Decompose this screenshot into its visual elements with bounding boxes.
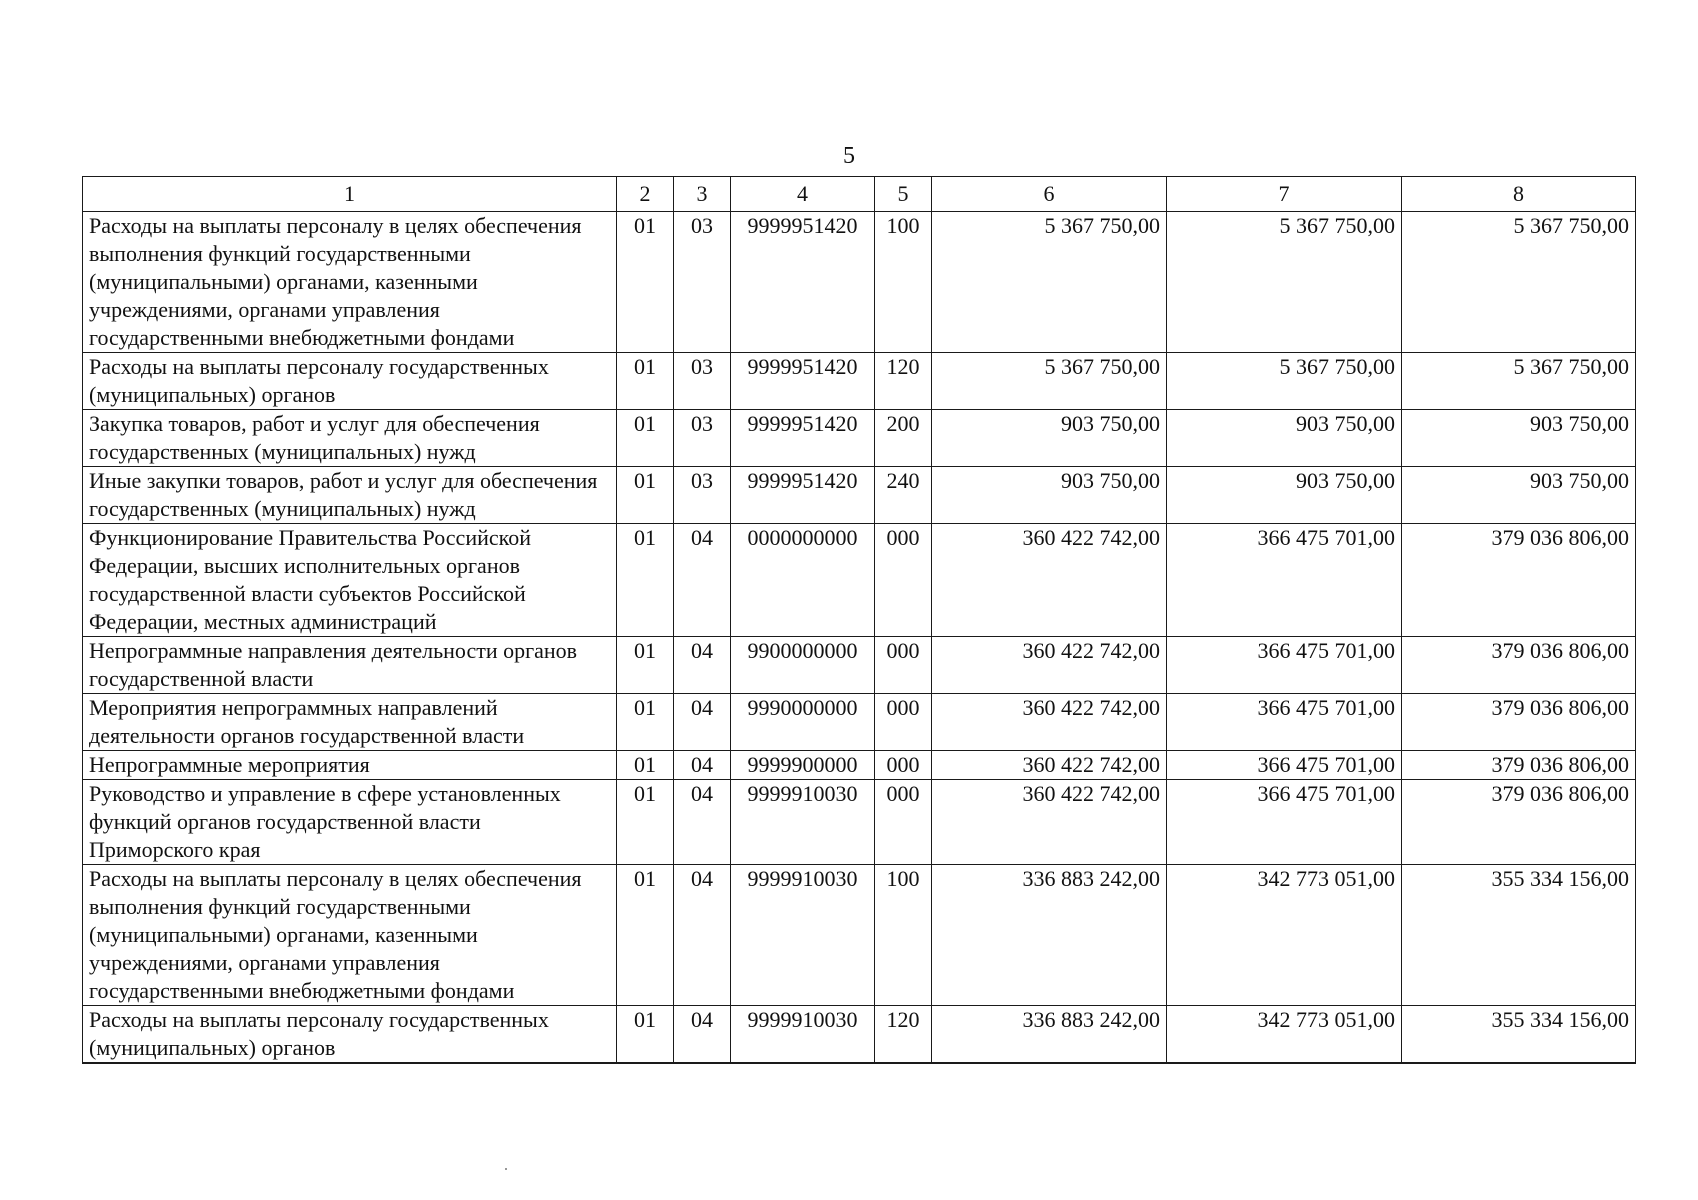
row-section: 01 xyxy=(617,467,674,524)
row-section: 01 xyxy=(617,212,674,353)
row-amount-col6: 360 422 742,00 xyxy=(932,751,1167,780)
row-subsection: 04 xyxy=(674,694,731,751)
row-target-article: 9900000000 xyxy=(731,637,875,694)
table-row xyxy=(83,751,1636,780)
table-row xyxy=(83,694,1636,751)
row-amount-col8: 379 036 806,00 xyxy=(1402,751,1636,780)
table-row xyxy=(83,865,1636,1006)
row-amount-col6: 360 422 742,00 xyxy=(932,694,1167,751)
row-name: Руководство и управление в сфере установленных функций органов государственной власти Приморского края xyxy=(83,780,617,865)
row-name: Мероприятия непрограммных направлений деятельности органов государственной власти xyxy=(83,694,617,751)
row-name: Иные закупки товаров, работ и услуг для обеспечения государственных (муниципальных) нужд xyxy=(83,467,617,524)
row-amount-col8: 5 367 750,00 xyxy=(1402,212,1636,353)
row-target-article: 9999910030 xyxy=(731,865,875,1006)
row-amount-col7: 903 750,00 xyxy=(1167,410,1402,467)
table-row xyxy=(83,353,1636,410)
row-amount-col7: 366 475 701,00 xyxy=(1167,751,1402,780)
table-row xyxy=(83,212,1636,353)
row-name: Непрограммные направления деятельности органов государственной власти xyxy=(83,637,617,694)
row-expense-type: 120 xyxy=(875,353,932,410)
row-expense-type: 120 xyxy=(875,1006,932,1064)
scan-speck xyxy=(505,1168,507,1170)
row-amount-col7: 5 367 750,00 xyxy=(1167,353,1402,410)
row-amount-col7: 903 750,00 xyxy=(1167,467,1402,524)
row-amount-col7: 5 367 750,00 xyxy=(1167,212,1402,353)
row-expense-type: 100 xyxy=(875,865,932,1006)
row-subsection: 03 xyxy=(674,467,731,524)
row-amount-col6: 5 367 750,00 xyxy=(932,212,1167,353)
column-header-4: 4 xyxy=(731,177,875,212)
row-amount-col8: 355 334 156,00 xyxy=(1402,865,1636,1006)
row-subsection: 03 xyxy=(674,353,731,410)
row-expense-type: 000 xyxy=(875,524,932,637)
row-section: 01 xyxy=(617,410,674,467)
row-subsection: 04 xyxy=(674,524,731,637)
row-target-article: 9999951420 xyxy=(731,467,875,524)
row-expense-type: 000 xyxy=(875,637,932,694)
column-header-5: 5 xyxy=(875,177,932,212)
row-target-article: 9999910030 xyxy=(731,1006,875,1064)
row-amount-col6: 360 422 742,00 xyxy=(932,524,1167,637)
page-number: 5 xyxy=(843,143,855,169)
row-amount-col7: 342 773 051,00 xyxy=(1167,865,1402,1006)
row-target-article: 9999900000 xyxy=(731,751,875,780)
table-row xyxy=(83,467,1636,524)
row-target-article: 9990000000 xyxy=(731,694,875,751)
row-amount-col6: 360 422 742,00 xyxy=(932,780,1167,865)
row-target-article: 9999951420 xyxy=(731,353,875,410)
column-header-1: 1 xyxy=(83,177,617,212)
row-subsection: 04 xyxy=(674,1006,731,1064)
row-target-article: 9999951420 xyxy=(731,212,875,353)
row-section: 01 xyxy=(617,694,674,751)
header-row xyxy=(83,177,1636,212)
row-name: Расходы на выплаты персоналу государственных (муниципальных) органов xyxy=(83,1006,617,1064)
row-section: 01 xyxy=(617,751,674,780)
row-amount-col8: 379 036 806,00 xyxy=(1402,694,1636,751)
table-row xyxy=(83,780,1636,865)
row-expense-type: 100 xyxy=(875,212,932,353)
column-header-6: 6 xyxy=(932,177,1167,212)
row-amount-col7: 366 475 701,00 xyxy=(1167,524,1402,637)
row-subsection: 03 xyxy=(674,212,731,353)
row-subsection: 04 xyxy=(674,865,731,1006)
row-expense-type: 000 xyxy=(875,780,932,865)
row-name: Непрограммные мероприятия xyxy=(83,751,617,780)
row-section: 01 xyxy=(617,353,674,410)
row-amount-col6: 5 367 750,00 xyxy=(932,353,1167,410)
row-amount-col6: 336 883 242,00 xyxy=(932,1006,1167,1064)
row-amount-col8: 379 036 806,00 xyxy=(1402,637,1636,694)
row-amount-col6: 360 422 742,00 xyxy=(932,637,1167,694)
row-subsection: 03 xyxy=(674,410,731,467)
row-expense-type: 200 xyxy=(875,410,932,467)
table-row xyxy=(83,524,1636,637)
row-subsection: 04 xyxy=(674,780,731,865)
column-header-8: 8 xyxy=(1402,177,1636,212)
row-amount-col7: 366 475 701,00 xyxy=(1167,637,1402,694)
row-amount-col8: 903 750,00 xyxy=(1402,467,1636,524)
row-subsection: 04 xyxy=(674,637,731,694)
row-expense-type: 240 xyxy=(875,467,932,524)
row-amount-col7: 366 475 701,00 xyxy=(1167,780,1402,865)
table-row xyxy=(83,410,1636,467)
row-target-article: 9999910030 xyxy=(731,780,875,865)
row-amount-col6: 336 883 242,00 xyxy=(932,865,1167,1006)
row-name: Расходы на выплаты персоналу в целях обеспечения выполнения функций государственными (муниципальными) органами, казенными учреждениями, органами управления государственными внебюджетными фондами xyxy=(83,865,617,1006)
table-row xyxy=(83,1006,1636,1064)
row-amount-col8: 903 750,00 xyxy=(1402,410,1636,467)
row-amount-col6: 903 750,00 xyxy=(932,410,1167,467)
row-name: Расходы на выплаты персоналу государственных (муниципальных) органов xyxy=(83,353,617,410)
row-amount-col8: 379 036 806,00 xyxy=(1402,780,1636,865)
row-expense-type: 000 xyxy=(875,751,932,780)
row-amount-col7: 366 475 701,00 xyxy=(1167,694,1402,751)
row-section: 01 xyxy=(617,780,674,865)
row-target-article: 0000000000 xyxy=(731,524,875,637)
row-amount-col7: 342 773 051,00 xyxy=(1167,1006,1402,1064)
row-amount-col8: 355 334 156,00 xyxy=(1402,1006,1636,1064)
budget-table-body xyxy=(83,212,1636,1064)
row-expense-type: 000 xyxy=(875,694,932,751)
row-target-article: 9999951420 xyxy=(731,410,875,467)
row-section: 01 xyxy=(617,1006,674,1064)
row-section: 01 xyxy=(617,637,674,694)
budget-table xyxy=(82,176,1636,1064)
row-subsection: 04 xyxy=(674,751,731,780)
column-header-3: 3 xyxy=(674,177,731,212)
row-section: 01 xyxy=(617,865,674,1006)
column-header-2: 2 xyxy=(617,177,674,212)
table-row xyxy=(83,637,1636,694)
row-section: 01 xyxy=(617,524,674,637)
row-name: Закупка товаров, работ и услуг для обеспечения государственных (муниципальных) нужд xyxy=(83,410,617,467)
row-name: Функционирование Правительства Российской Федерации, высших исполнительных органов государственной власти субъектов Российской Федерации, местных администраций xyxy=(83,524,617,637)
row-amount-col6: 903 750,00 xyxy=(932,467,1167,524)
row-name: Расходы на выплаты персоналу в целях обеспечения выполнения функций государственными (муниципальными) органами, казенными учреждениями, органами управления государственными внебюджетными фондами xyxy=(83,212,617,353)
column-header-7: 7 xyxy=(1167,177,1402,212)
row-amount-col8: 5 367 750,00 xyxy=(1402,353,1636,410)
row-amount-col8: 379 036 806,00 xyxy=(1402,524,1636,637)
